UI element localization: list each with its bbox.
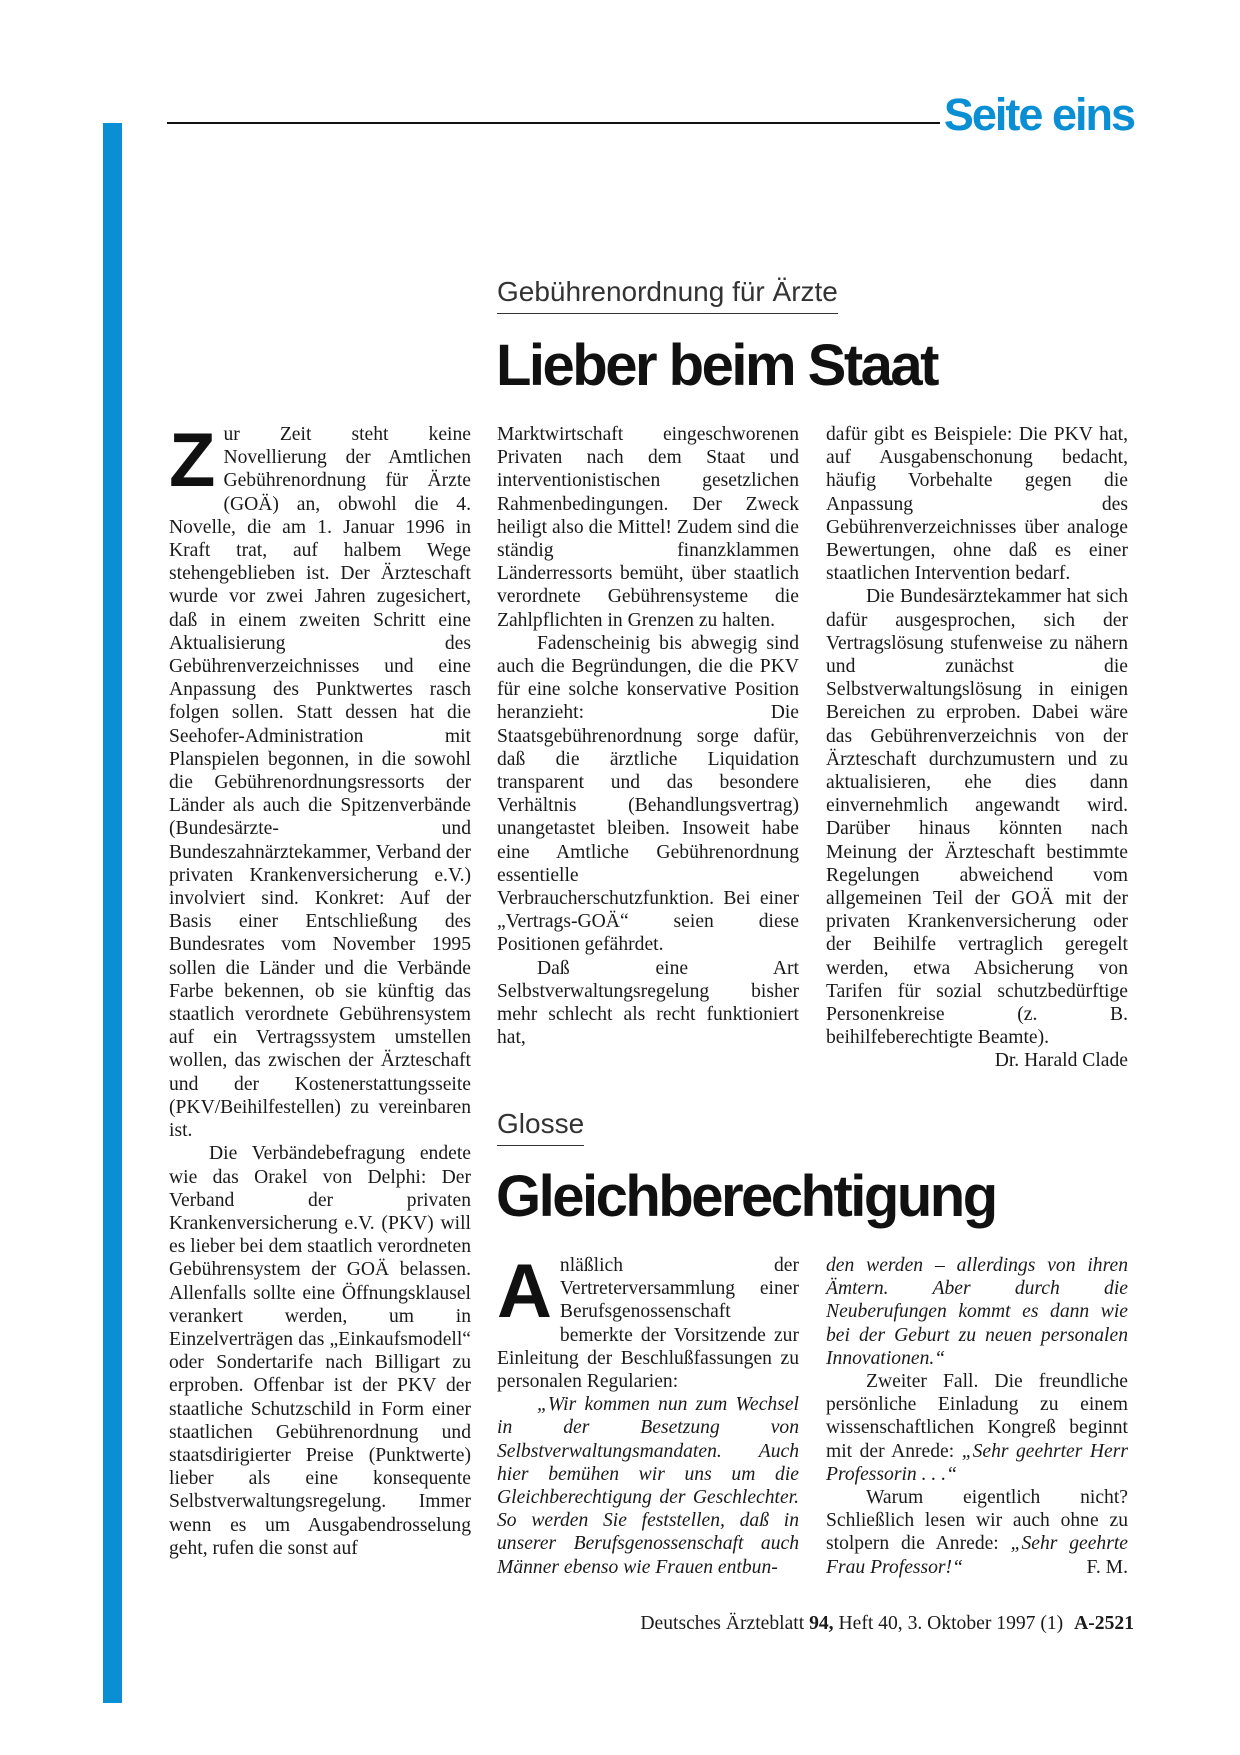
article2-column-1 bbox=[497, 1249, 799, 1579]
article2-quote: „Wir kommen nun zum Wechsel in der Besetzung von Selbstverwaltungsmandaten. Auch hier bemühen wir uns um die Gleichberechtigung der Geschlechter. So werden Sie feststellen, daß in unserer Berufsgenossenschaft auch Männer ebenso wie Frauen entbun- bbox=[497, 1394, 799, 1578]
article1-column-1 bbox=[169, 418, 471, 1560]
article2-quote: den werden – allerdings von ihren Ämtern. Aber durch die Neuberufungen kommt es dann wie bei der Geburt zu neuen personalen Innovationen.“ bbox=[826, 1255, 1128, 1369]
article1-author: Dr. Harald Clade bbox=[994, 1050, 1128, 1072]
article1-paragraph: Fadenscheinig bis abwegig sind auch die Begründungen, die die PKV für eine solche konservative Position heranzieht: Die Staatsgebührenordnung sorge dafür, daß die ärztliche Liquidation transparent und das besondere Verhältnis (Behandlungsvertrag) unangetastet bleiben. Insoweit habe eine Amtliche Gebührenordnung essentielle Verbraucherschutzfunktion. Bei einer „Vertrags-GOÄ“ seien diese Positionen gefährdet. bbox=[497, 632, 799, 956]
article1-paragraph: Zur Zeit steht keine Novellierung der Amtlichen Gebührenordnung für Ärzte (GOÄ) an, obwohl die 4. Novelle, die am 1. Januar 1996 in Kraft trat, auf halbem Wege stehengeblieben ist. Der Ärzteschaft wurde vor zwei Jahren zugesichert, daß in einem zweiten Schritt eine Aktualisierung des Gebührenverzeichnisses und eine Anpassung des Punktwertes rasch folgen sollen. Statt dessen hat die Seehofer-Administration mit Planspielen begonnen, in die sowohl die Gebührenordnungsressorts der Länder als auch die Spitzenverbände (Bundesärzte- und Bundeszahnärztekammer, Verband der privaten Krankenversicherung e.V.) involviert sind. Konkret: Auf der Basis einer Entschließung des Bundesrates vom November 1995 sollen die Länder und die Verbände Farbe bekennen, ob sie künftig das staatlich verordnete Gebührensystem auf ein Vertragssystem umstellen wollen, das zwischen der Ärzteschaft und der Kostenerstattungsseite (PKV/Beihilfestellen) zu vereinbaren ist. bbox=[169, 418, 471, 1142]
article2-paragraph: Warum eigentlich nicht? Schließlich lesen wir auch ohne zu stolpern die Anrede: „Sehr geehrte Frau Professor!“ F. M. bbox=[826, 1487, 1128, 1578]
article1-column-3 bbox=[826, 423, 1128, 1073]
journal-name: Deutsches Ärzteblatt bbox=[640, 1613, 805, 1634]
article2-headline: Gleichberechtigung bbox=[496, 1164, 996, 1229]
article2-column-2 bbox=[826, 1254, 1128, 1579]
dropcap: Z bbox=[169, 418, 216, 503]
article2-paragraph: Anläßlich der Vertreterversammlung einer Berufsgenossenschaft bemerkte der Vorsitzende zur Einleitung der Beschlußfassungen zu personalen Regularien: bbox=[497, 1249, 799, 1393]
page-footer bbox=[640, 1613, 1134, 1635]
dropcap: A bbox=[497, 1249, 552, 1334]
article1-paragraph: Die Verbändebefragung endete wie das Orakel von Delphi: Der Verband der privaten Krankenversicherung e.V. (PKV) will es lieber bei dem staatlich verordneten Gebührensystem der GOÄ belassen. Allenfalls sollte eine Öffnungsklausel verankert werden, um in Einzelverträgen das „Einkaufsmodell“ oder Sondertarife nach Billigart zu erproben. Offenbar ist der PKV der staatliche Schutzschild in Form einer staatlichen Gebührenordnung und staatsdirigierter Preise (Punktwerte) lieber als eine konsequente Selbstverwaltungsregelung. Immer wenn es um Ausgabendrosselung geht, rufen die sonst auf bbox=[169, 1143, 471, 1559]
article1-paragraph: Marktwirtschaft eingeschworenen Privaten nach dem Staat und interventionistischen gesetzlichen Rahmenbedingungen. Der Zweck heiligt also die Mittel! Zudem sind die ständig finanzklammen Länderressorts bemüht, über staatlich verordnete Gebührensysteme die Zahlpflichten in Grenzen zu halten. bbox=[497, 424, 799, 631]
article2-author: F. M. bbox=[1086, 1556, 1128, 1578]
top-rule bbox=[167, 122, 940, 124]
page-number: A-2521 bbox=[1074, 1613, 1134, 1634]
article1-paragraph: Die Bundesärztekammer hat sich dafür ausgesprochen, sich der Vertragslösung stufenweise zu nähern und zunächst die Selbstverwaltungslösung in einigen Bereichen zu erproben. Dabei wäre das Gebührenverzeichnis von der Ärzteschaft durchzumustern und zu aktualisieren, ehe dies dann einvernehmlich angewandt wird. Darüber hinaus könnten nach Meinung der Ärzteschaft bestimmte Regelungen abweichend vom allgemeinen Teil der GOÄ mit der privaten Krankenversicherung oder der Beihilfe vertraglich geregelt werden, etwa Absicherung von Tarifen für sozial schutzbedürftige Personenkreise (z. B. beihilfeberechtigte Beamte). Dr. Harald Clade bbox=[826, 586, 1128, 1072]
article1-column-2 bbox=[497, 423, 799, 1049]
accent-bar bbox=[103, 123, 122, 1703]
article1-kicker: Gebührenordnung für Ärzte bbox=[497, 278, 838, 314]
article2-paragraph: Zweiter Fall. Die freundliche persönliche Einladung zu einem wissenschaftlichen Kongreß beginnt mit der Anrede: „Sehr geehrter Herr Professorin . . .“ bbox=[826, 1371, 1128, 1485]
article1-headline: Lieber beim Staat bbox=[496, 333, 937, 398]
article2-kicker: Glosse bbox=[497, 1110, 584, 1146]
article1-paragraph: dafür gibt es Beispiele: Die PKV hat, auf Ausgabenschonung bedacht, häufig Vorbehalte gegen die Anpassung des Gebührenverzeichnisses über analoge Bewertungen, ohne daß es einer staatlichen Intervention bedarf. bbox=[826, 424, 1128, 585]
article1-paragraph: Daß eine Art Selbstverwaltungsregelung bisher mehr schlecht als recht funktioniert hat, bbox=[497, 957, 799, 1049]
journal-volume: 94, bbox=[809, 1613, 834, 1634]
section-label: Seite eins bbox=[943, 89, 1134, 140]
journal-issue: Heft 40, 3. Oktober 1997 (1) bbox=[838, 1613, 1064, 1634]
